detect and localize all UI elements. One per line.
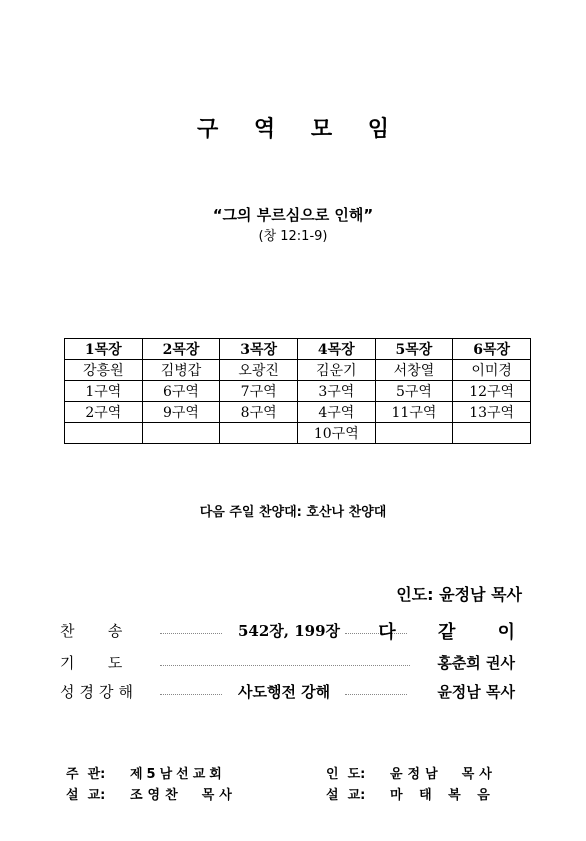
program-person: 윤정남 목사 — [437, 683, 515, 701]
table-header-cell: 6목장 — [453, 339, 531, 360]
table-cell: 13구역 — [453, 402, 531, 423]
footer-sermon-label: 설 교: — [66, 788, 106, 803]
program-label: 찬 송 — [60, 622, 123, 640]
table-cell: 7구역 — [220, 381, 298, 402]
table-cell: 6구역 — [142, 381, 220, 402]
table-cell: 3구역 — [297, 381, 375, 402]
table-cell: 5구역 — [375, 381, 453, 402]
table-cell — [375, 423, 453, 444]
dotted-leader — [160, 633, 222, 634]
table-cell — [142, 423, 220, 444]
table-cell: 1구역 — [65, 381, 143, 402]
table-header-cell: 4목장 — [297, 339, 375, 360]
footer-guide-value: 윤정남 목사 — [390, 767, 497, 782]
footer-guide-label: 인 도: — [326, 767, 366, 782]
table-cell — [453, 423, 531, 444]
footer-sermon-label-2: 설 교: — [326, 788, 366, 803]
dotted-leader — [160, 694, 222, 695]
table-cell — [220, 423, 298, 444]
table-row — [65, 360, 531, 381]
table-cell: 8구역 — [220, 402, 298, 423]
program-label: 기 도 — [60, 654, 123, 672]
program-label: 성경강해 — [60, 683, 138, 701]
footer-sermon-book: 마 태 복 음 — [390, 788, 496, 803]
leader-cell: 김병갑 — [142, 360, 220, 381]
table-cell: 11구역 — [375, 402, 453, 423]
program-detail: 사도행전 강해 — [238, 683, 331, 701]
table-cell: 12구역 — [453, 381, 531, 402]
footer-host-value: 제5남선교회 — [130, 767, 226, 782]
program-person: 다 같 이 — [378, 622, 533, 643]
dotted-leader — [345, 694, 407, 695]
dotted-leader — [160, 665, 410, 666]
table-cell: 4구역 — [297, 402, 375, 423]
leader-cell: 오광진 — [220, 360, 298, 381]
program-detail: 542장, 199장 — [238, 622, 341, 640]
theme-heading: “그의 부르심으로 인해” — [212, 206, 374, 224]
table-header-row — [65, 339, 531, 360]
table-header-cell: 2목장 — [142, 339, 220, 360]
leader-cell: 강흥원 — [65, 360, 143, 381]
table-row — [65, 402, 531, 423]
next-choir-notice: 다음 주일 찬양대: 호산나 찬양대 — [199, 505, 387, 520]
table-header-cell: 1목장 — [65, 339, 143, 360]
leader-cell: 서창열 — [375, 360, 453, 381]
leader-cell: 김운기 — [297, 360, 375, 381]
program-row-hymn — [60, 620, 533, 644]
table-row — [65, 423, 531, 444]
program-row-sermon — [60, 681, 515, 705]
table-header-cell: 5목장 — [375, 339, 453, 360]
district-table — [64, 338, 531, 444]
footer-host-label: 주 관: — [66, 767, 106, 782]
program-person: 홍춘희 권사 — [437, 654, 515, 672]
table-row — [65, 381, 531, 402]
table-cell: 9구역 — [142, 402, 220, 423]
document-title: 구 역 모 임 — [197, 117, 403, 142]
leader-cell: 이미경 — [453, 360, 531, 381]
scripture-reference: (창 12:1-9) — [258, 229, 328, 244]
table-cell: 2구역 — [65, 402, 143, 423]
program-row-prayer — [60, 652, 515, 676]
presider-line: 인도: 윤정남 목사 — [396, 585, 522, 604]
table-header-cell: 3목장 — [220, 339, 298, 360]
table-cell: 10구역 — [297, 423, 375, 444]
footer-sermon-value: 조영찬 목사 — [130, 788, 237, 803]
table-cell — [65, 423, 143, 444]
